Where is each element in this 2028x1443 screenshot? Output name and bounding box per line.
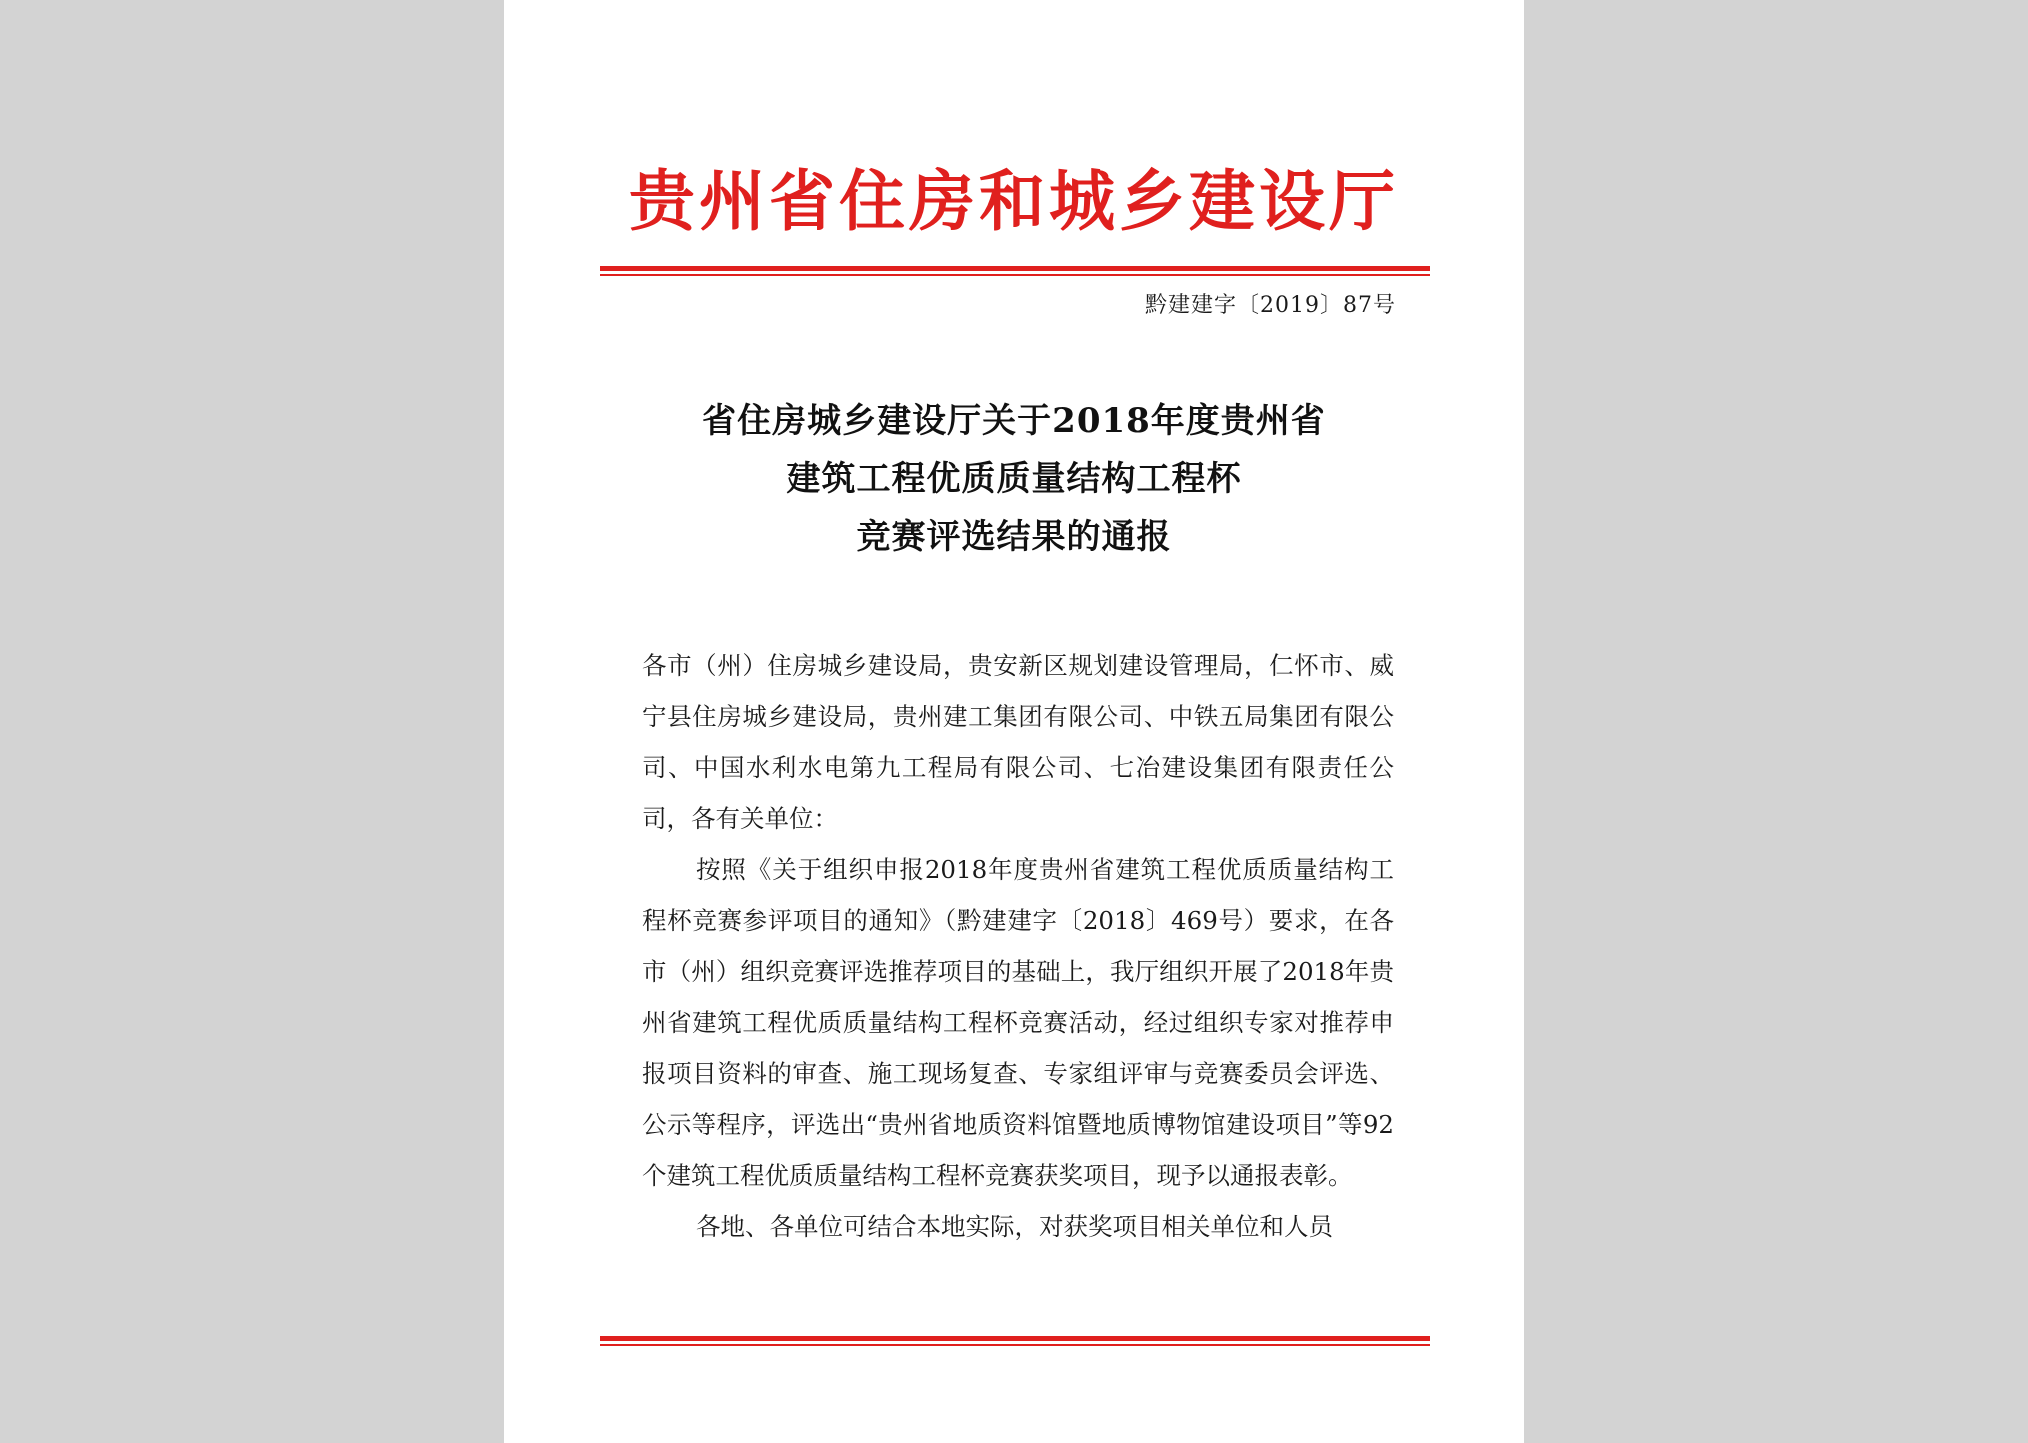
document-page (504, 0, 1524, 1443)
body-paragraph-1: 按照《关于组织申报2018年度贵州省建筑工程优质质量结构工程杯竞赛参评项目的通知》（黔建建字〔2018〕469号）要求，在各市（州）组织竞赛评选推荐项目的基础上，我厅组织开展了2018年贵州省建筑工程优质质量结构工程杯竞赛活动，经过组织专家对推荐申报项目资料的审查、施工现场复查、专家组评审与竞赛委员会评选、公示等程序，评选出“贵州省地质资料馆暨地质博物馆建设项目”等92个建筑工程优质质量结构工程杯竞赛获奖项目，现予以通报表彰。 (642, 855, 1394, 1190)
title-line-1: 省住房城乡建设厅关于2018年度贵州省 (702, 401, 1326, 441)
masthead-title: 贵州省住房和城乡建设厅 (629, 162, 1399, 240)
footer-red-rule-thin (600, 1344, 1430, 1346)
header-red-rule-thick (600, 266, 1430, 271)
body-text (642, 640, 1394, 1252)
header-red-rule-thin (600, 274, 1430, 276)
title-line-2: 建筑工程优质质量结构工程杯 (786, 459, 1242, 499)
addressee-paragraph: 各市（州）住房城乡建设局，贵安新区规划建设管理局，仁怀市、威宁县住房城乡建设局，贵州建工集团有限公司、中铁五局集团有限公司、中国水利水电第九工程局有限公司、七冶建设集团有限责任公司，各有关单位： (642, 651, 1394, 833)
document-number: 黔建建字〔2019〕87号 (1145, 293, 1396, 318)
title-line-3: 竞赛评选结果的通报 (856, 517, 1172, 557)
body-paragraph-2: 各地、各单位可结合本地实际，对获奖项目相关单位和人员 (696, 1212, 1333, 1241)
footer-red-rule-thick (600, 1336, 1430, 1341)
notice-title (504, 392, 1524, 566)
